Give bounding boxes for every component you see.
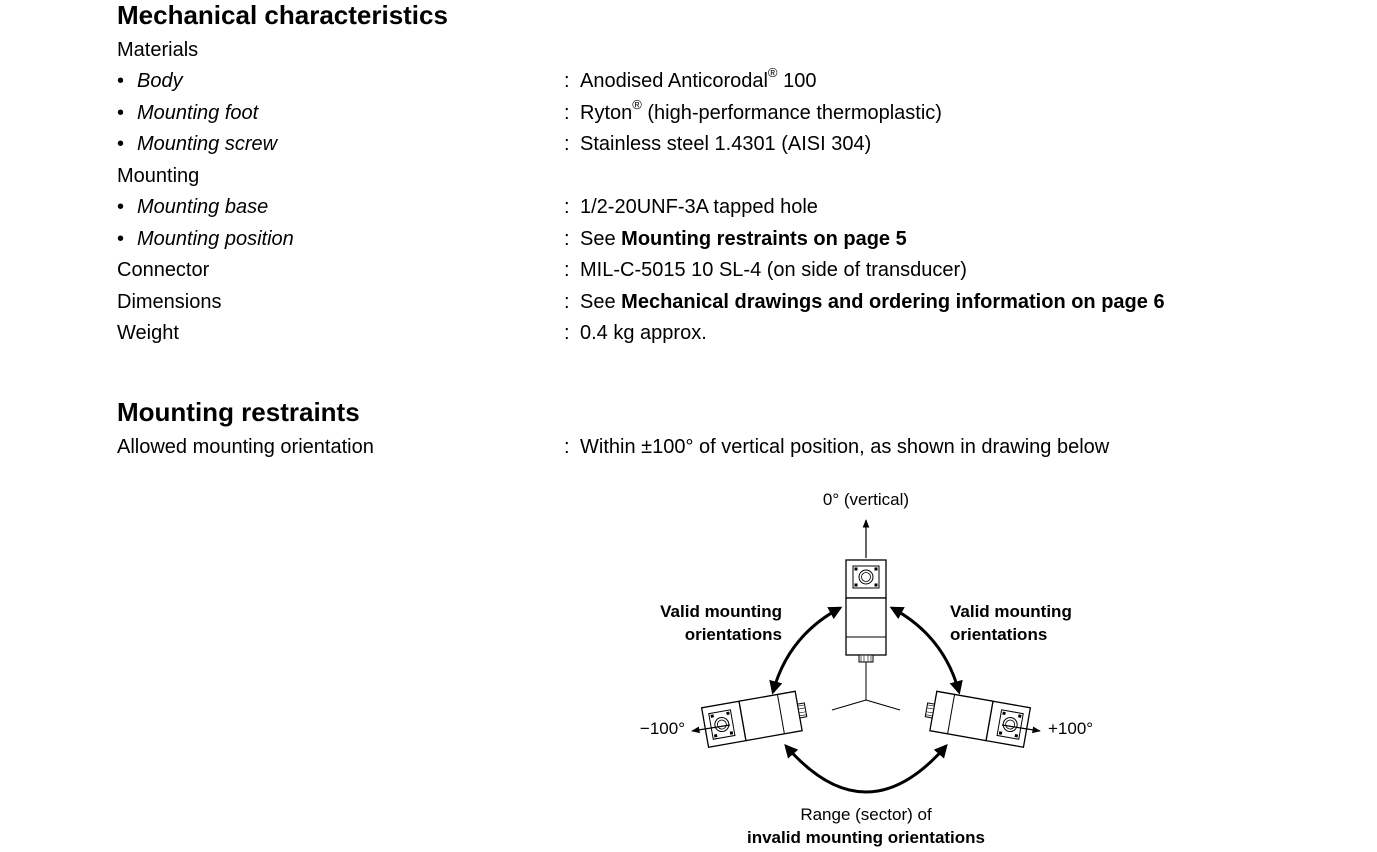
screw-label: Mounting screw xyxy=(137,133,278,155)
base-value: 1/2-20UNF-3A tapped hole xyxy=(580,196,818,218)
sensor-vertical xyxy=(846,560,886,662)
invalid-line1: Range (sector) of xyxy=(800,805,932,824)
restraints-title: Mounting restraints xyxy=(117,397,360,427)
orientation-value: Within ±100° of vertical position, as shown in drawing below xyxy=(580,436,1110,458)
connector-value: MIL-C-5015 10 SL-4 (on side of transducer) xyxy=(580,259,967,281)
mounting-restraints-link[interactable]: Mounting restraints on page 5 xyxy=(621,228,907,250)
materials-label: Materials xyxy=(117,39,199,61)
connector-label: Connector xyxy=(117,259,210,281)
weight-value: 0.4 kg approx. xyxy=(580,322,707,344)
minus-100-label: −100° xyxy=(639,719,685,738)
body-value: Anodised Anticorodal xyxy=(580,70,768,92)
body-value-registered-mark: ® xyxy=(767,65,778,81)
bullet-icon: • xyxy=(117,228,125,250)
minus-100-arrow-icon xyxy=(692,725,730,731)
bullet-icon: • xyxy=(117,70,125,92)
sensor-minus-100 xyxy=(702,690,809,747)
valid-right-line2: orientations xyxy=(950,625,1048,644)
position-label: Mounting position xyxy=(137,228,294,250)
bullet-icon: • xyxy=(117,102,125,124)
plus-100-label: +100° xyxy=(1048,719,1094,738)
bullet-icon: • xyxy=(117,196,125,218)
invalid-range-arrow-icon xyxy=(786,746,946,792)
mechanical-title: Mechanical characteristics xyxy=(117,0,448,30)
weight-label: Weight xyxy=(117,322,179,344)
valid-range-right-arrow-icon xyxy=(892,608,959,692)
mounting-label: Mounting xyxy=(117,165,200,187)
orientation-label: Allowed mounting orientation xyxy=(117,436,374,458)
plus-100-arrow-icon xyxy=(1002,725,1040,731)
sensor-plus-100 xyxy=(923,690,1030,747)
valid-left-line2: orientations xyxy=(684,625,782,644)
foot-value: Ryton xyxy=(580,102,633,124)
body-label: Body xyxy=(137,70,183,92)
valid-right-line1: Valid mounting xyxy=(950,602,1072,621)
valid-range-left-arrow-icon xyxy=(773,608,840,692)
screw-value: Stainless steel 1.4301 (AISI 304) xyxy=(580,133,872,155)
valid-left-line1: Valid mounting xyxy=(660,602,782,621)
base-label: Mounting base xyxy=(137,196,269,218)
mechanical-drawings-link[interactable]: Mechanical drawings and ordering information on page 6 xyxy=(621,291,1165,313)
foot-label: Mounting foot xyxy=(137,102,259,124)
vertical-label: 0° (vertical) xyxy=(822,490,910,509)
foot-value-registered-mark: ® xyxy=(632,97,642,113)
bullet-icon: • xyxy=(117,133,125,155)
dimensions-label: Dimensions xyxy=(117,291,222,313)
invalid-line2: invalid mounting orientations xyxy=(747,828,985,847)
